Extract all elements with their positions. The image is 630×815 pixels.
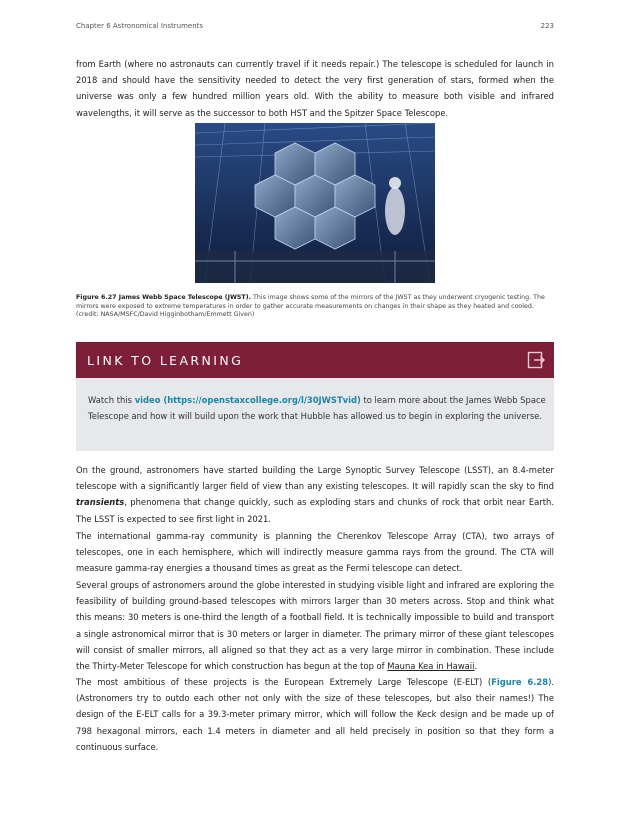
page-header	[76, 22, 554, 34]
figure-caption-text: This image shows some of the mirrors of the JWST as they underwent cryogenic testing. The mirrors were exposed to extreme temperatures in order to gather accurate measurements on changes in their shape as they heated and cooled. (credit: NASA/MSFC/David Higginbotham/Emmett Given)	[76, 294, 545, 319]
link-to-learning-header	[76, 342, 554, 378]
link-to-learning-title: LINK TO LEARNING	[87, 353, 244, 368]
mauna-kea-text: Mauna Kea in Hawaii	[387, 661, 475, 672]
figure-label: Figure 6.27 James Webb Space Telescope (JWST).	[76, 294, 251, 301]
figure-caption	[76, 294, 554, 320]
jwst-mirror-illustration	[195, 123, 435, 283]
term-transients: transients	[76, 497, 125, 508]
link-to-learning-text	[88, 392, 548, 424]
external-link-icon	[526, 350, 546, 370]
figure-6-28-link[interactable]: Figure 6.28	[491, 677, 549, 687]
cta-paragraph: The international gamma-ray community is planning the Cherenkov Telescope Array (CTA), two arrays of telescopes, one in each hemisphere, which will indirectly measure gamma rays from the ground. The CTA will measure gamma-ray energies a thousand times as great as the Fermi telescope can detect.	[76, 531, 554, 574]
groups-text-after: .	[474, 661, 478, 672]
link-to-learning-box	[76, 378, 554, 451]
intro-paragraph: from Earth (where no astronauts can currently travel if it needs repair.) The telescope is scheduled for launch in 2018 and should have the sensitivity needed to detect the very first generation of stars, formed when the universe was only a few hundred million years old. With the ability to measure both visible and infrared wavelengths, it will serve as the successor to both HST and the Spitzer Space Telescope.	[76, 59, 554, 118]
ltl-text-before: Watch this	[88, 395, 135, 405]
groups-paragraph	[76, 577, 554, 674]
eelt-text-after: ). (Astronomers try to outdo each other not only with the size of these telescopes, but also their names!) The design of the E-ELT calls for a 39.3-meter primary mirror, which will follow the Keck design and be made up of 798 hexagonal mirrors, each 1.4 meters in diameter and all held precisely in position so that they form a continuous surface.	[76, 677, 554, 752]
ltl-text-after: to learn more about the James Webb Space Telescope and how it will build upon the work that Hubble has allowed us to begin in exploring the universe.	[88, 395, 546, 421]
video-link[interactable]: video (https://openstaxcollege.org/l/30JWSTvid)	[134, 395, 361, 405]
jwst-mirror-photo	[195, 123, 435, 283]
chapter-title: Chapter 6 Astronomical Instruments	[76, 22, 204, 30]
eelt-text-before: The most ambitious of these projects is the European Extremely Large Telescope (E-ELT) (	[76, 677, 492, 687]
lsst-text-before: On the ground, astronomers have started building the Large Synoptic Survey Telescope (LSST), an 8.4-meter telescope with a significantly larger field of view than any existing telescopes. It will rapidly scan the sky to find	[76, 465, 554, 492]
groups-text-before: Several groups of astronomers around the globe interested in studying visible light and infrared are exploring the feasibility of building ground-based telescopes with mirrors larger than 30 meters across. Stop and think what this means: 30 meters is one-third the length of a football field. It is technically impossible to build and transport a single astronomical mirror that is 30 meters or larger in diameter. The primary mirror of these giant telescopes will consist of smaller mirrors, all aligned so that they act as a very large mirror in combination. These include the Thirty-Meter Telescope for which construction has begun at the top of	[76, 580, 554, 672]
lsst-paragraph	[76, 462, 554, 527]
lsst-text-after: , phenomena that change quickly, such as exploding stars and chunks of rock that orbit near Earth. The LSST is expected to see first light in 2021.	[76, 497, 554, 524]
page-number: 223	[540, 22, 554, 30]
eelt-paragraph	[76, 674, 554, 755]
